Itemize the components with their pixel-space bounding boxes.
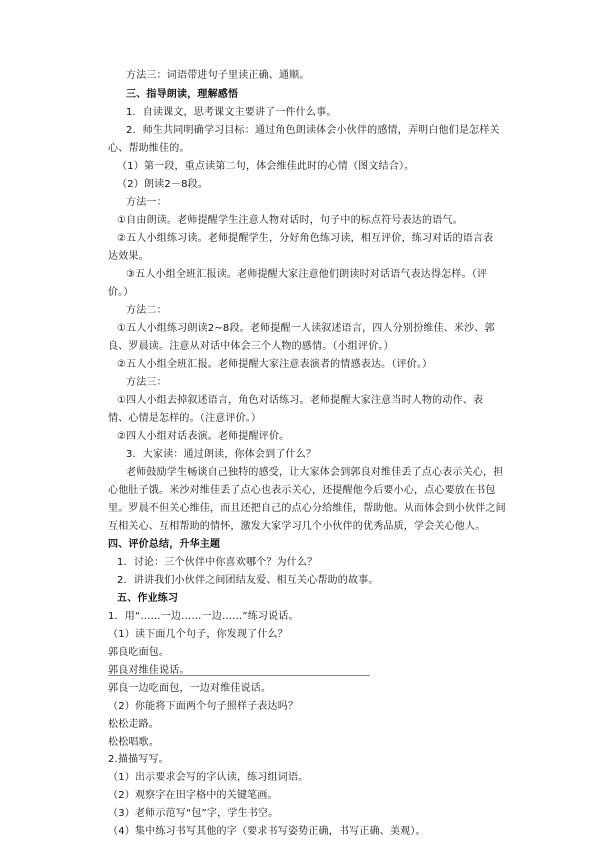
text-line: 郭良对维佳说话。 <box>108 665 190 676</box>
text-line: ②五人小组练习读。老师提醒学生，分好角色练习读，相互评价，练习对话的语言表 <box>117 233 494 244</box>
section-heading: 四、评价总结，升华主题 <box>108 539 221 550</box>
text-line: ②五人小组全班汇报。老师提醒大家注意表演者的情感表达。（评价。） <box>117 359 433 370</box>
text-line: 方法一： <box>126 197 167 208</box>
text-line: 达效果。 <box>108 251 149 262</box>
text-line: 松松走路。 <box>108 719 159 730</box>
text-line: （2）你能将下面两个句子照样子表达吗？ <box>108 701 299 712</box>
page-divider <box>108 675 370 676</box>
text-line: 1．自读课文，思考课文主要讲了一件什么事。 <box>126 107 337 118</box>
text-line: （2）朗读2－8段。 <box>117 179 209 190</box>
section-heading: 五、作业练习 <box>117 593 179 604</box>
text-line: 情、心情是怎样的。（注意评价。） <box>108 413 262 424</box>
text-line: （3）老师示范写“包”字，学生书空。 <box>108 808 279 819</box>
text-line: （1）读下面几个句子，你发现了什么？ <box>108 629 288 640</box>
text-line: ①五人小组练习朗读2~8段。老师提醒一人读叙述语言，四人分别扮维佳、米沙、郭 <box>117 323 495 334</box>
text-line: 1．讨论：三个伙伴中你喜欢哪个？为什么？ <box>117 557 318 568</box>
text-line: 郭良一边吃面包，一边对维佳说话。 <box>108 683 272 694</box>
text-line: ③五人小组全班汇报读。老师提醒大家注意他们朗读时对话语气表达得怎样。（评 <box>126 269 488 280</box>
text-line: （2）观察字在田字格中的关键笔画。 <box>108 790 278 801</box>
text-line: 郭良吃面包。 <box>108 647 170 658</box>
text-line: 2．讲讲我们小伙伴之间团结友爱、相互关心帮助的故事。 <box>117 575 379 586</box>
text-line: 价。） <box>108 287 134 298</box>
text-line: 老师鼓励学生畅谈自己独特的感受，让大家体会到郭良对维佳丢了点心表示关心，担 <box>126 467 504 478</box>
text-line: 方法二： <box>126 305 167 316</box>
text-line: 1．用“……一边……一边……”练习说话。 <box>108 611 299 622</box>
text-line: （4）集中练习书写其他的字（要求书写姿势正确，书写正确、美观）。 <box>108 826 426 837</box>
text-line: 松松唱歌。 <box>108 737 159 748</box>
section-heading: 三、指导朗读，理解感悟 <box>126 89 239 100</box>
text-line: 3．大家读：通过朗读，你体会到了什么？ <box>126 449 317 460</box>
text-line: 方法三：词语带进句子里读正确、通顺。 <box>126 70 310 81</box>
text-line: ①四人小组去掉叙述语言，角色对话练习。老师提醒大家注意当时人物的动作、表 <box>117 395 484 406</box>
text-line: ②四人小组对话表演。老师提醒评价。 <box>117 431 290 442</box>
text-line: ①自由朗读。老师提醒学生注意人物对话时，句子中的标点符号表达的语气。 <box>117 215 463 226</box>
text-line: （1）第一段，重点读第二句，体会维佳此时的心情（图文结合）。 <box>117 161 415 172</box>
text-line: 2.描描写写。 <box>108 754 169 765</box>
text-line: 方法三： <box>126 377 167 388</box>
text-line: 心他肚子饿。米沙对维佳丢了点心也表示关心，还提醒他今后要小心，点心要放在书包 <box>108 485 496 496</box>
text-line: 心、帮助维佳的。 <box>108 143 190 154</box>
text-line: （1）出示要求会写的字认读，练习组词语。 <box>108 772 309 783</box>
text-line: 良、罗晨读。注意从对话中体会三个人物的感情。（小组评价。） <box>108 341 394 352</box>
text-line: 互相关心、互相帮助的情怀，激发大家学习几个小伙伴的优秀品质，学会关心他人。 <box>108 521 486 532</box>
text-line: 2．师生共同明确学习目标：通过角色朗读体会小伙伴的感情，弄明白他们是怎样关 <box>126 125 500 136</box>
text-line: 里。罗晨不但关心维佳，而且还把自己的点心分给维佳，帮助他。从而体会到小伙伴之间 <box>108 503 506 514</box>
